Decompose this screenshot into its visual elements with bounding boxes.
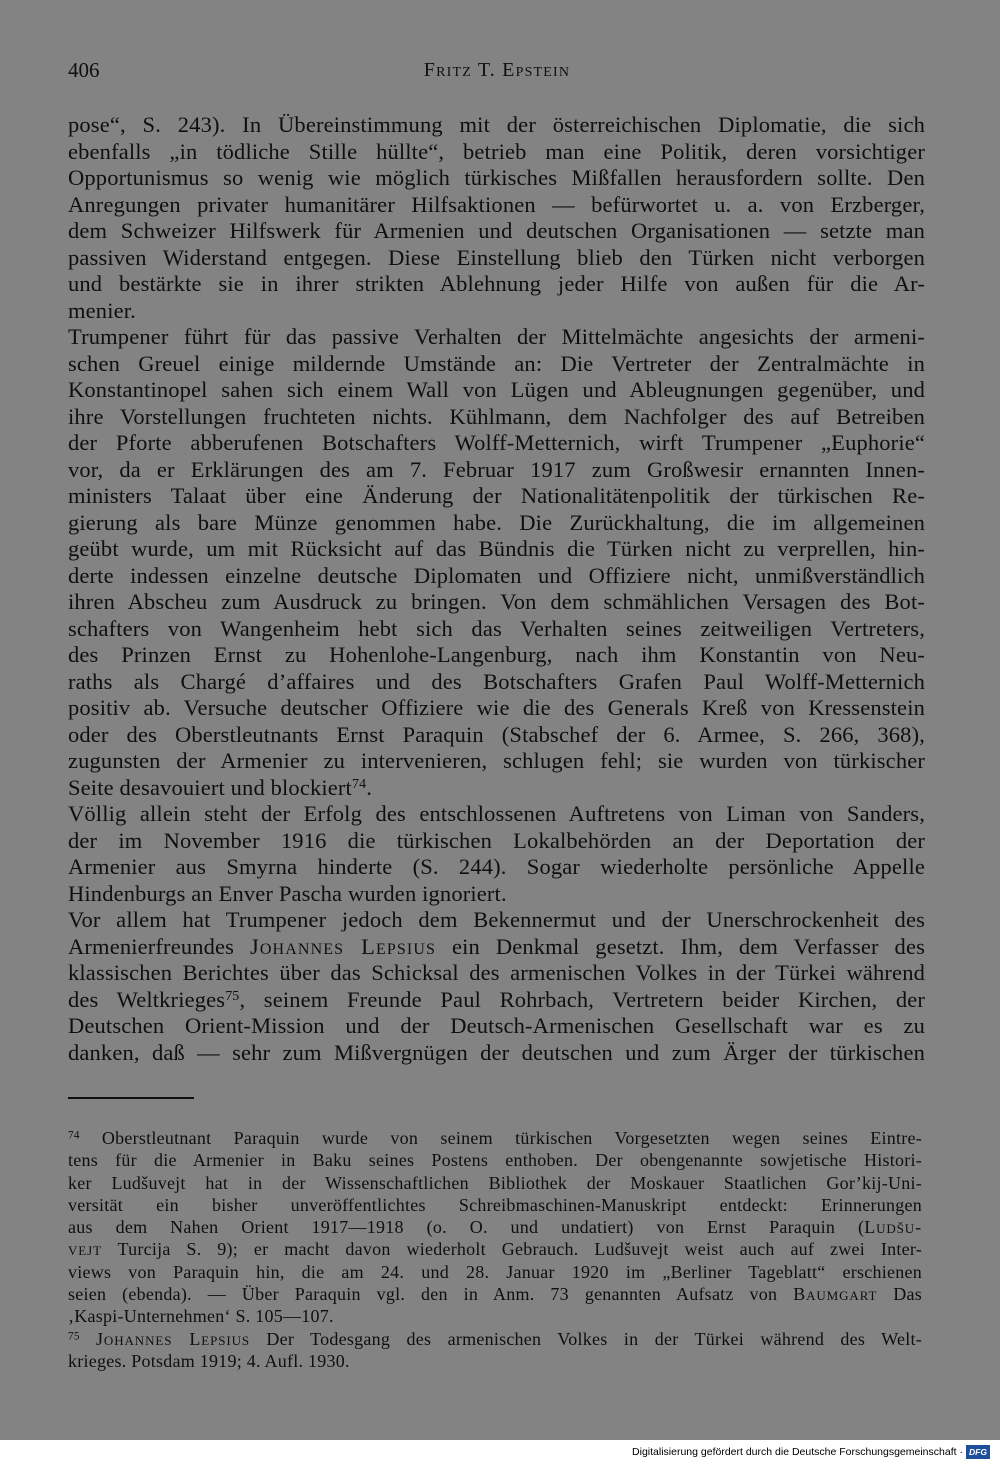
text-run: Der Todesgang des armenischen Volkes in der Türkei während des Welt- — [250, 1328, 923, 1349]
text-line — [68, 165, 925, 192]
text-run: danken, daß — sehr zum Mißvergnügen der deutschen und zum Ärger der türkischen — [68, 1039, 925, 1065]
text-line — [68, 1194, 922, 1216]
text-line — [68, 1216, 922, 1238]
text-run: Völlig allein steht der Erfolg des entschlossenen Auftretens von Liman von Sanders, — [68, 801, 925, 826]
text-run: views von Paraquin hin, die am 24. und 28. Januar 1920 im „Berliner Tageblatt“ erschienen — [68, 1261, 922, 1282]
footnote — [68, 1328, 922, 1373]
text-run: schen Greuel einige mildernde Umstände an: Die Vertreter der Zentralmächte in — [68, 350, 925, 376]
text-run: des Weltkrieges — [68, 986, 226, 1012]
small-caps-name: vejt — [68, 1239, 102, 1260]
text-run: geübt wurde, um mit Rücksicht auf das Bündnis die Türken nicht zu verprellen, hin- — [68, 536, 925, 561]
text-run: klassischen Berichtes über das Schicksal des armenischen Volkes in der Türkei während — [68, 960, 925, 985]
text-run: vor, da er Erklärungen des am 7. Februar 1917 zum Großwesir ernannten Innen- — [68, 456, 925, 482]
text-line — [68, 377, 925, 404]
text-line — [68, 1040, 925, 1067]
running-title: Fritz T. Epstein — [423, 59, 571, 81]
text-run: oder des Oberstleutnants Ernst Paraquin (Stabschef der 6. Armee, S. 266, 368), — [68, 721, 925, 747]
text-run: Trumpener führt für das passive Verhalten der Mittelmächte angesichts der armeni- — [68, 324, 925, 349]
small-caps-name: Johannes Lepsius — [250, 933, 437, 959]
text-run: Das — [877, 1284, 922, 1305]
text-run: des Prinzen Ernst zu Hohenlohe-Langenburg, nach ihm Konstantin von Neu- — [68, 642, 925, 667]
text-run: aus dem Nahen Orient 1917—1918 (o. O. und undatiert) von Ernst Paraquin ( — [68, 1217, 865, 1238]
text-line — [68, 510, 925, 537]
text-line — [68, 536, 925, 563]
text-line — [68, 854, 925, 881]
text-run: schafters von Wangenheim hebt sich das Verhalten seines zeitweiligen Vertreters, — [68, 615, 925, 641]
text-run: ebenfalls „in tödliche Stille hüllte“, betrieb man eine Politik, deren vorsichtiger — [68, 138, 925, 164]
footer-separator: · — [959, 1446, 964, 1458]
text-line — [68, 351, 925, 378]
footnote — [68, 1127, 922, 1328]
text-line — [68, 642, 925, 669]
text-run: seien (ebenda). — Über Paraquin vgl. den in Anm. 73 genannten Aufsatz von — [68, 1284, 794, 1305]
text-run: tens für die Armenier in Baku seines Postens enthoben. Der obengenannte sowjetische Histori- — [68, 1150, 922, 1171]
text-line — [68, 112, 925, 139]
text-line — [68, 1172, 922, 1194]
text-run: zugunsten der Armenier zu intervenieren, schlugen fehl; sie wurden von türkischer — [68, 748, 925, 773]
text-run: ministers Talaat über eine Änderung der Nationalitätenpolitik der türkischen Re- — [68, 483, 925, 508]
text-line — [68, 1013, 925, 1040]
text-line — [68, 801, 925, 828]
text-line — [68, 1261, 922, 1283]
footnote-reference: 75 — [68, 1330, 80, 1343]
text-line — [68, 616, 925, 643]
footnote-reference: 75 — [225, 988, 240, 1004]
text-line — [68, 934, 925, 961]
text-line — [68, 1328, 922, 1350]
text-run: Turcija S. 9); er macht davon wiederholt Gebrauch. Ludšuvejt weist auch auf zwei Inter- — [101, 1239, 922, 1260]
text-line — [68, 748, 925, 775]
text-run: der im November 1916 die türkischen Lokalbehörden an der Deportation der — [68, 827, 925, 853]
text-line — [68, 907, 925, 934]
footnote-reference: 74 — [68, 1129, 80, 1142]
text-run: Konstantinopel sahen sich einem Wall von Lügen und Ableugnungen gegenüber, und — [68, 377, 925, 402]
text-run: ‚Kaspi-Unternehmen‘ S. 105—107. — [68, 1306, 334, 1327]
text-run: menier. — [68, 297, 136, 323]
paragraph — [68, 324, 925, 801]
funding-credit: Digitalisierung gefördert durch die Deutsche Forschungsgemeinschaft — [632, 1446, 957, 1458]
text-line — [68, 828, 925, 855]
text-line — [68, 669, 925, 696]
text-run: ihren Abscheu zum Ausdruck zu bringen. Von dem schmählichen Versagen des Bot- — [68, 589, 925, 614]
text-run: und bestärkte sie in ihrer strikten Ablehnung jeder Hilfe von außen für die Ar- — [68, 271, 925, 296]
text-run: , seinem Freunde Paul Rohrbach, Vertretern beider Kirchen, der — [239, 986, 926, 1012]
text-run: pose“, S. 243). In Übereinstimmung mit der österreichischen Diplomatie, die sich — [68, 112, 925, 137]
text-run: ker Ludšuvejt hat in der Wissenschaftlichen Bibliothek der Moskauer Staatlichen Gor’kij-Uni- — [68, 1172, 922, 1193]
text-run: dem Schweizer Hilfswerk für Armenien und deutschen Organisationen — setzte man — [68, 218, 925, 243]
text-run: Seite desavouiert und blockiert — [68, 774, 352, 800]
paragraph — [68, 801, 925, 907]
text-line — [68, 1350, 922, 1372]
text-run: Oberstleutnant Paraquin wurde von seinem türkischen Vorgesetzten wegen seines Eintre- — [79, 1128, 922, 1148]
text-line — [68, 589, 925, 616]
text-run: krieges. Potsdam 1919; 4. Aufl. 1930. — [68, 1350, 350, 1371]
text-run: ihre Vorstellungen fruchteten nichts. Kühlmann, dem Nachfolger des auf Betreiben — [68, 403, 925, 429]
text-line — [68, 775, 925, 802]
text-line — [68, 430, 925, 457]
text-line — [68, 192, 925, 219]
text-run: Armenier aus Smyrna hinderte (S. 244). Sogar wiederholte persönliche Appelle — [68, 854, 925, 879]
dfg-logo: DFG — [966, 1445, 990, 1459]
paragraph — [68, 112, 925, 324]
text-line — [68, 483, 925, 510]
small-caps-name: Ludšu- — [864, 1217, 922, 1238]
text-line — [68, 404, 925, 431]
page-number: 406 — [68, 58, 100, 82]
text-line — [68, 881, 925, 908]
text-line — [68, 1305, 922, 1327]
text-run: gierung als bare Münze genommen habe. Die Zurückhaltung, die im allgemeinen — [68, 509, 925, 535]
paragraph — [68, 907, 925, 1066]
text-run: der Pforte abberufenen Botschafters Wolff-Metternich, wirft Trumpener „Euphorie“ — [68, 430, 925, 455]
text-run: derte indessen einzelne deutsche Diplomaten und Offiziere nicht, unmißverständlich — [68, 562, 925, 588]
text-run: raths als Chargé d’affaires und des Botschafters Grafen Paul Wolff-Metternich — [68, 668, 925, 694]
text-run: Vor allem hat Trumpener jedoch dem Bekennermut und der Unerschrockenheit des — [68, 907, 925, 932]
text-line — [68, 960, 925, 987]
digitization-footer — [0, 1440, 1000, 1464]
text-line — [68, 987, 925, 1014]
text-line — [68, 722, 925, 749]
text-run: passiven Widerstand entgegen. Diese Einstellung blieb den Türken nicht verborgen — [68, 244, 925, 270]
small-caps-name: Johannes Lepsius — [96, 1328, 251, 1349]
text-line — [68, 1149, 922, 1171]
text-run: versität ein bisher unveröffentlichtes Schreibmaschinen-Manuskript entdeckt: Erinnerungen — [68, 1194, 922, 1215]
text-line — [68, 271, 925, 298]
text-run — [80, 1329, 96, 1349]
text-run: positiv ab. Versuche deutscher Offiziere wie die des Generals Kreß von Kressenstein — [68, 695, 925, 720]
text-line — [68, 1283, 922, 1305]
footnote-separator-rule — [68, 1097, 194, 1099]
text-run: Deutschen Orient-Mission und der Deutsch-Armenischen Gesellschaft war es zu — [68, 1013, 925, 1038]
small-caps-name: Baumgart — [793, 1284, 878, 1305]
text-line — [68, 1238, 922, 1260]
body-text — [68, 112, 925, 1066]
text-run: Anregungen privater humanitärer Hilfsaktionen — befürwortet u. a. von Erzberger, — [68, 191, 925, 217]
text-line — [68, 695, 925, 722]
text-line — [68, 324, 925, 351]
text-line — [68, 245, 925, 272]
footnotes — [68, 1127, 922, 1372]
text-line — [68, 1127, 922, 1149]
text-run: Armenierfreundes — [68, 933, 250, 959]
text-run: . — [366, 774, 372, 800]
footnote-reference: 74 — [351, 776, 367, 792]
text-line — [68, 139, 925, 166]
text-run: Opportunismus so wenig wie möglich türkisches Mißfallen herausfordern sollte. Den — [68, 165, 925, 190]
text-line — [68, 563, 925, 590]
text-line — [68, 457, 925, 484]
text-run: ein Denkmal gesetzt. Ihm, dem Verfasser des — [436, 933, 926, 959]
text-line — [68, 218, 925, 245]
text-run: Hindenburgs an Enver Pascha wurden ignoriert. — [68, 880, 507, 906]
text-line — [68, 298, 925, 325]
